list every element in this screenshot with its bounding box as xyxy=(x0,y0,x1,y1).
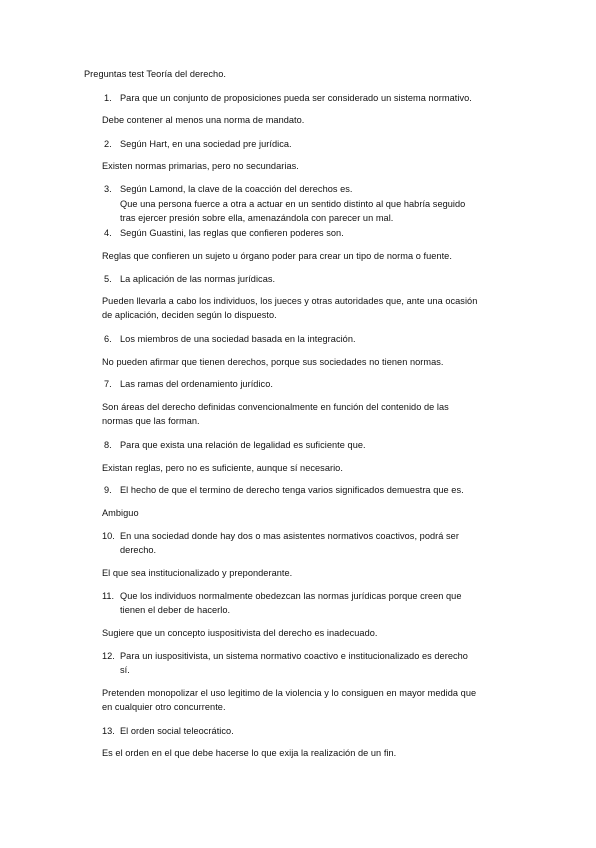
question-number: 4. xyxy=(104,228,112,238)
question-text: Las ramas del ordenamiento jurídico. xyxy=(120,379,273,389)
answer-text-continued: en cualquier otro concurrente. xyxy=(102,702,226,712)
answer-text: Existen normas primarias, pero no secundarias. xyxy=(102,161,299,171)
answer-text: Existan reglas, pero no es suficiente, aunque sí necesario. xyxy=(102,463,343,473)
question-number: 1. xyxy=(104,93,112,103)
question-text: Para un iuspositivista, un sistema normativo coactivo e institucionalizado es derecho xyxy=(120,651,468,661)
question-text-continued: derecho. xyxy=(120,545,157,555)
question-text: Para que exista una relación de legalidad es suficiente que. xyxy=(120,440,366,450)
question-text-continued: Que una persona fuerce a otra a actuar en un sentido distinto al que habría seguido xyxy=(120,199,466,209)
question-text: Según Guastini, las reglas que confieren poderes son. xyxy=(120,228,344,238)
question-number: 2. xyxy=(104,139,112,149)
answer-text: Sugiere que un concepto iuspositivista del derecho es inadecuado. xyxy=(102,628,378,638)
question-text-continued: tienen el deber de hacerlo. xyxy=(120,605,231,615)
question-text-continued: tras ejercer presión sobre ella, amenazándola con parecer un mal. xyxy=(120,213,394,223)
question-text: En una sociedad donde hay dos o mas asistentes normativos coactivos, podrá ser xyxy=(120,531,459,541)
answer-text: Ambiguo xyxy=(102,508,139,518)
answer-text: No pueden afirmar que tienen derechos, porque sus sociedades no tienen normas. xyxy=(102,357,444,367)
question-number: 9. xyxy=(104,485,112,495)
question-number: 7. xyxy=(104,379,112,389)
answer-text: Son áreas del derecho definidas convencionalmente en función del contenido de las xyxy=(102,402,449,412)
question-text: Para que un conjunto de proposiciones pueda ser considerado un sistema normativo. xyxy=(120,93,472,103)
answer-text: Pretenden monopolizar el uso legitimo de la violencia y lo consiguen en mayor medida que xyxy=(102,688,477,698)
question-text: La aplicación de las normas jurídicas. xyxy=(120,274,276,284)
answer-text: El que sea institucionalizado y preponderante. xyxy=(102,568,293,578)
document-title: Preguntas test Teoría del derecho. xyxy=(84,69,226,79)
answer-text-continued: normas que las forman. xyxy=(102,416,200,426)
question-text: Los miembros de una sociedad basada en la integración. xyxy=(120,334,356,344)
question-number: 5. xyxy=(104,274,112,284)
question-number: 3. xyxy=(104,184,112,194)
answer-text: Debe contener al menos una norma de mandato. xyxy=(102,115,305,125)
question-number: 10. xyxy=(102,531,115,541)
question-number: 13. xyxy=(102,726,115,736)
question-text-continued: sí. xyxy=(120,665,130,675)
question-number: 6. xyxy=(104,334,112,344)
question-text: El orden social teleocrático. xyxy=(120,726,234,736)
answer-text: Pueden llevarla a cabo los individuos, los jueces y otras autoridades que, ante una ocasión xyxy=(102,296,478,306)
answer-text: Es el orden en el que debe hacerse lo que exija la realización de un fin. xyxy=(102,748,397,758)
question-text: Según Hart, en una sociedad pre jurídica. xyxy=(120,139,292,149)
answer-text-continued: de aplicación, deciden según lo dispuesto. xyxy=(102,310,277,320)
question-text: Según Lamond, la clave de la coacción del derechos es. xyxy=(120,184,353,194)
question-number: 8. xyxy=(104,440,112,450)
question-text: Que los individuos normalmente obedezcan las normas jurídicas porque creen que xyxy=(120,591,462,601)
question-text: El hecho de que el termino de derecho tenga varios significados demuestra que es. xyxy=(120,485,464,495)
answer-text: Reglas que confieren un sujeto u órgano poder para crear un tipo de norma o fuente. xyxy=(102,251,452,261)
question-number: 11. xyxy=(102,591,115,601)
question-number: 12. xyxy=(102,651,115,661)
